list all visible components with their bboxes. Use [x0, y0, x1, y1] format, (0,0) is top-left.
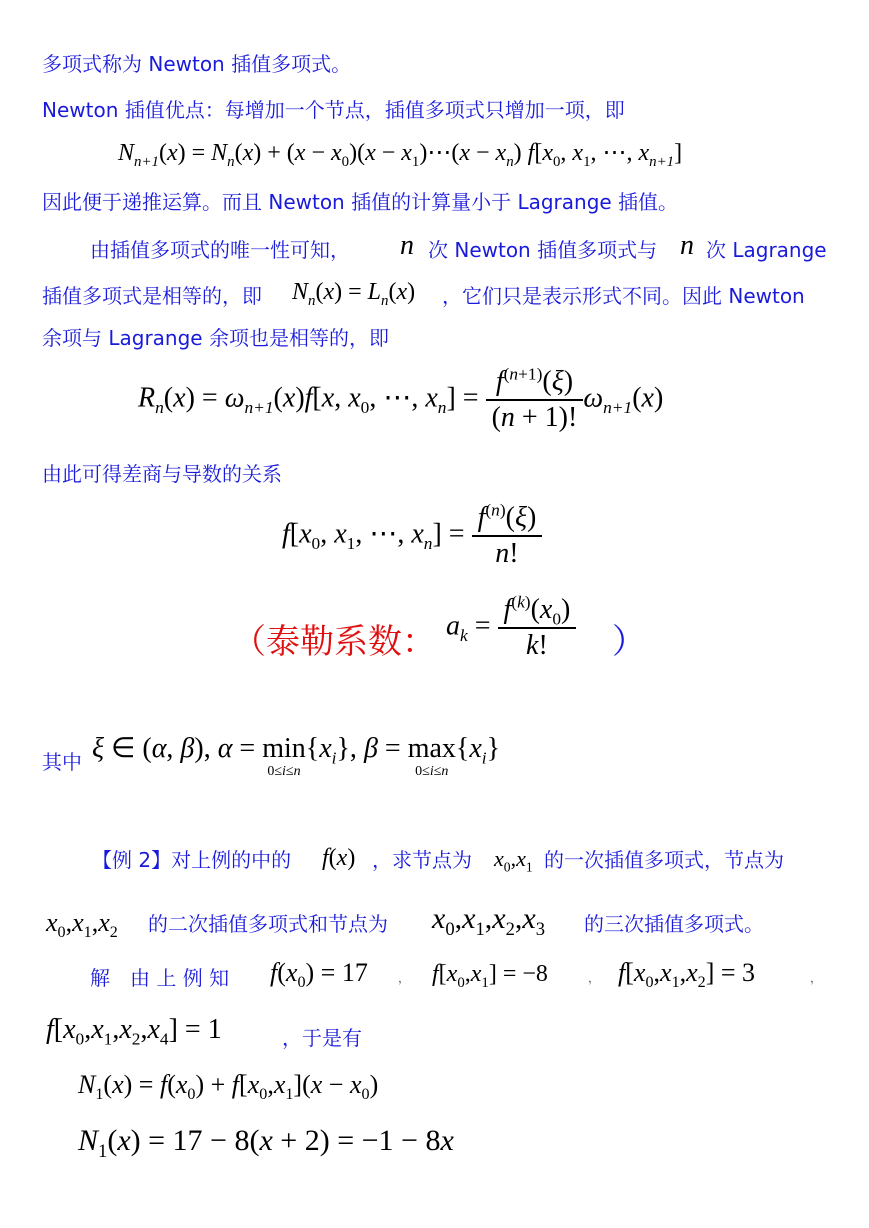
fx-inline: f(x) — [322, 845, 356, 871]
nodes-x0-x1-x2-x3: $x_0,x_1,x_2,x_3$ — [432, 902, 545, 940]
text-line-5a: 插值多项式是相等的，即 — [42, 284, 262, 308]
equality-formula: $N_n(x) = L_n(x)$ — [292, 279, 416, 309]
separator-1: ， — [398, 971, 411, 985]
remainder-formula: $R_n(x) = \omega_{n+1}(x)f[x$, $x_0$, ⋯, $x_n$] = $\frac{f^{(n+1)}(\xi)}{(n + 1)!}$ $\omega_{n+1}(x)$ — [138, 364, 664, 433]
nodes-x0-x1-x2: $x_0,x_1,x_2$ — [46, 908, 118, 942]
text-line-4b: 次 Newton 插值多项式与 — [428, 238, 658, 262]
newton-recursion-formula: $N_{n+1}(x) = N_n(x) + (x - x_0)(x$ − $x_1)\cdots(x - x_n)$ $f[x_0$, $x_1$, ⋯, $x_{n+1}$] — [118, 140, 683, 170]
text-line-6: 余项与 Lagrange 余项也是相等的，即 — [42, 326, 389, 350]
text-line-5b: ，它们只是表示形式不同。因此 Newton — [442, 284, 805, 308]
separator-3: ， — [810, 971, 823, 985]
example-text-3: 的二次插值多项式和节点为 — [148, 912, 388, 936]
taylor-label: （泰勒系数： — [232, 622, 436, 662]
text-line-4c: 次 Lagrange — [706, 238, 827, 262]
example-text-1: ，求节点为 — [372, 848, 472, 872]
f-x0-value: $f(x_0) = 17$ — [270, 958, 368, 992]
f-x0-x1-x2-x4-value: $f[x_0,x_1,x_2,x_4] = 1$ — [46, 1014, 222, 1049]
f-x0-x1-x2-value: $f[x_0,x_1,x_2] = 3$ — [618, 958, 756, 992]
math-n: n — [400, 230, 414, 261]
n1-result-formula: $N_1(x) = 17 - 8(x + 2) = -1 - 8x$ — [78, 1124, 454, 1162]
solution-label: 解 由 上 例 知 — [90, 966, 230, 990]
text-line-2: Newton 插值优点：每增加一个节点，插值多项式只增加一项，即 — [42, 98, 625, 122]
yushi-text: ，于是有 — [282, 1026, 362, 1050]
text-line-3: 因此便于递推运算。而且 Newton 插值的计算量小于 Lagrange 插值。 — [42, 190, 679, 214]
nodes-x0-x1: $x_0,x_1$ — [494, 846, 533, 875]
n1-definition-formula: $N_1(x) = f(x_0) + f[x_0,x_1](x - x_0)$ — [78, 1070, 379, 1104]
where-label: 其中 — [42, 750, 82, 774]
f-x0-x1-value: $f[x_0,x_1] = -8$ — [432, 961, 548, 991]
separator-2: ， — [588, 971, 601, 985]
taylor-formula: $a_k$ = $\frac{f^{(k)}(x_0)}{k!}$ — [446, 596, 576, 660]
divided-difference-derivative-formula: $f[x_0$, $x_1$, ⋯, $x_n$] = $\frac{f^{(n)}(\xi)}{n!}$ — [282, 504, 542, 568]
example-label: 【例 2】对上例的中的 — [92, 848, 292, 872]
taylor-close-paren: ） — [612, 622, 646, 662]
example-text-2: 的一次插值多项式，节点为 — [544, 848, 784, 872]
text-line-7: 由此可得差商与导数的关系 — [42, 462, 282, 486]
xi-interval-formula: ξ ∈ (α, β), α = min 0≤i≤n $\{x_i\}$, β = max 0≤i≤n $\{x_i\}$ — [92, 733, 501, 779]
text-line-1: 多项式称为 Newton 插值多项式。 — [42, 52, 352, 76]
example-text-4: 的三次插值多项式。 — [584, 912, 764, 936]
math-n-2: n — [680, 230, 694, 261]
text-line-4a: 由插值多项式的唯一性可知， — [90, 238, 350, 262]
